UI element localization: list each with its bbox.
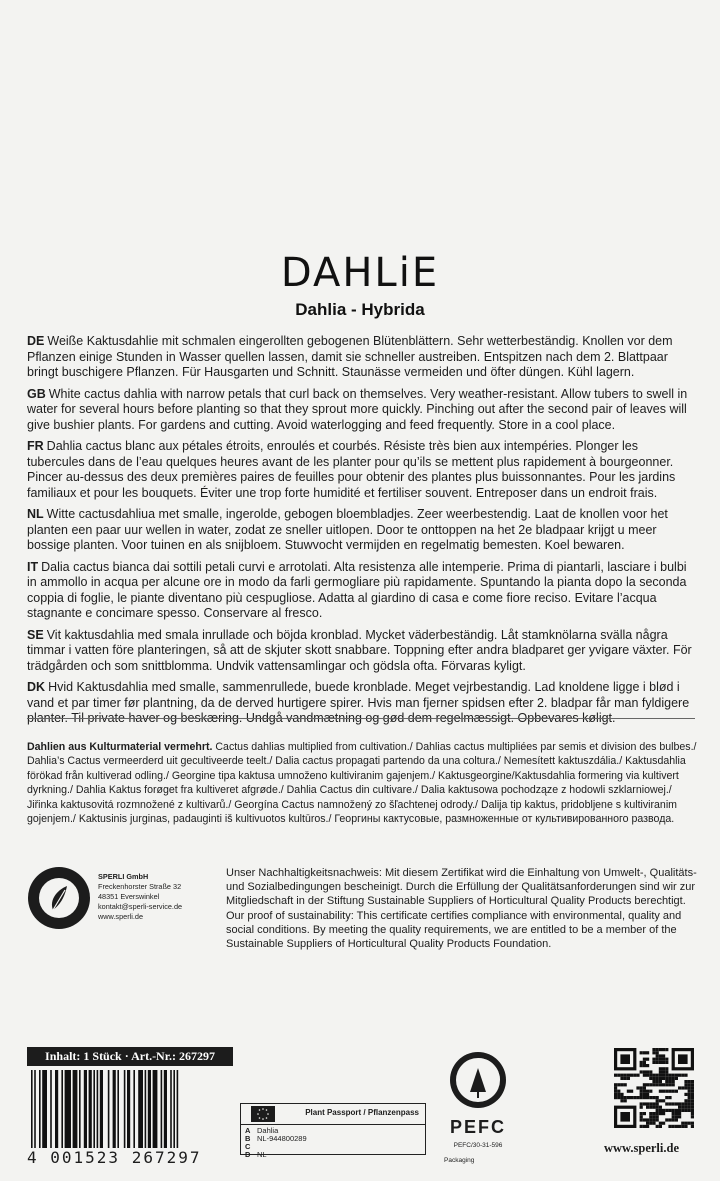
barcode-number: 4 001523 267297 [27,1148,202,1167]
passport-row [245,1143,307,1151]
passport-header [241,1104,425,1125]
company-name: SPERLI GmbH [98,872,149,881]
passport-rows [245,1127,307,1159]
description-de [27,334,699,381]
lang-code: DE [27,334,45,348]
company-email: kontakt@sperli-service.de [98,902,183,911]
description-dk [27,680,699,727]
pefc-code: PEFC/30-31-596 [453,1142,503,1149]
description-nl [27,507,699,554]
website-url: www.sperli.de [604,1141,679,1155]
content-label: Inhalt: 1 Stück · Art.-Nr.: 267297 [27,1047,233,1066]
pefc-word: PEFC [449,1117,506,1137]
description-text: Weiße Kaktusdahlie mit schmalen eingerollten gebogenen Blütenblättern. Sehr wetterbeständig. Knollen vor dem Pflanzen einige Stunden in Wasser quellen lassen, damit sie schneller austreiben. Entspitzen nach dem 2. Blattpaar bringt buschigere Pflanzen. Für Hausgarten und Schnitt. Staunässe vermeiden und öfter düngen. Kühl lagern. [27,334,673,379]
plant-passport [240,1103,426,1159]
barcode-block [27,1047,233,1167]
passport-title: Plant Passport / Pflanzenpass [305,1108,419,1117]
origin-note [27,740,699,826]
section-divider [27,718,695,719]
description-list [27,334,699,733]
description-text: Dalia cactus bianca dai sottili petali curvi e arrotolati. Alta resistenza alle intemperie. Prima di piantarli, lasciare i bulbi in ammollo in acqua per alcune ore in modo da farli germogliare più rapidamente. Spuntando la pianta dopo la seconda coppia di foglie, le piante diventano più cespugliose. Adatta al giardino di casa e come fiore reciso. Evitare l’acqua stagnante e concimare spesso. Conservare al fresco. [27,559,687,620]
lang-code: IT [27,559,39,574]
company-street: Freckenhorster Straße 32 [98,882,182,891]
description-fr [27,439,699,501]
description-text: Hvid Kaktusdahlia med smalle, sammenrullede, buede kronblade. Meget vejrbestandig. Lad knoldene ligge i blød i vand et par timer før plantning, da de derved hurtigere spirer. Hvis man fjerner spidsen efter 2. bladpar får man fyldigere planter. Til private haver og beskæring. Undgå vandmætning og gød dem regelmæssigt. Opbevares køligt. [27,680,690,725]
lang-code: FR [27,439,44,453]
passport-key: C [245,1142,251,1151]
description-se [27,628,699,675]
qr-code-icon [614,1048,694,1128]
product-title: DAHLiE [280,250,440,296]
description-gb [27,387,699,434]
sustainability-text [226,866,704,951]
product-subtitle: Dahlia - Hybrida [295,300,425,319]
origin-text: Cactus dahlias multiplied from cultivation./ Dahlias cactus multipliées par semis et division des bulbes./ Dahlia’s Cactus vermeerderd uit gecultiveerde teelt./ Dalia cactus propagati partendo da una coltura./ Nemesített kaktuszdália./ Kaktusdahlia förökad från kultiverad odling./ Georgine tipa kaktusa umnoženo kultiviranim gajenjem./ Kaktusgeorgine/Kaktusdahlia formering via kultivert dyrkning./ Dahlia Kaktus forøget fra kultiveret afgrøde./ Dahlia Cactus din cultivare./ Dalia kaktusowa pochodząze z hodowli szklarniowej./ Jiřinka kaktusovitá rozmnožené z kultivarů./ Georgína Cactus namnožený zo šľachtenej odrody./ Dalija tip kaktus, pridobljene s kultiviranim gojenjem./ Kaktusinis jurginas, padauginti iš kultivuotos kultūros./ Георгины кактусовые, размноженные от культивированного развода. [27,741,697,826]
passport-key: B [245,1134,251,1143]
passport-row [245,1135,307,1143]
lang-code: DK [27,680,46,694]
passport-key: D [245,1150,251,1159]
description-text: White cactus dahlia with narrow petals that curl back on themselves. Very weather-resistant. Allow tubers to swell in water for several hours before planting so that they sprout more quickly. Pinching out after the second pair of leaves will give bushier plants. For gardens and cutting. Avoid waterlogging and feed frequently. Store in a cool place. [27,386,688,432]
sustainable-suppliers-seal-icon [27,866,91,930]
passport-value: NL-944800289 [257,1134,307,1143]
company-address [98,872,182,922]
description-text: Vit kaktusdahlia med smala inrullade och böjda kronblad. Mycket väderbeständig. Låt stamknölarna svälla några timmar i vatten före planteringen, så att de skjuter skott snabbare. Toppning efter andra bladparet ger yvigare växter. För trädgården och som snittblomma. Undvik vattensamlingar och gödsla ofta. Förvaras kyligt. [27,627,692,673]
sustainability-en: Our proof of sustainability: This certificate certifies compliance with environmental, quality and social conditions. By meeting the quality requirements, we are entitled to be a member of the Sustainable Suppliers of Horticultural Quality Products Foundation. [226,909,682,951]
passport-value: NL [257,1150,267,1159]
pefc-logo-icon [448,1050,508,1110]
lang-code: NL [27,507,44,521]
sustainability-de: Unser Nachhaltigkeitsnachweis: Mit diesem Zertifikat wird die Einhaltung von Umwelt-, Qualitäts- und Sozialbedingungen bescheinigt. Durch die Erfüllung der Qualitätsanforderungen sind wir zur Mitgliedschaft in der Stiftung Sustainable Suppliers of Horticultural Quality Products berechtigt. [226,867,697,908]
description-it [27,560,699,622]
company-city: 48351 Everswinkel [98,892,160,901]
origin-bold: Dahlien aus Kulturmaterial vermehrt. [27,741,213,753]
lang-code: SE [27,627,44,642]
barcode-icon [27,1070,233,1150]
passport-key: A [245,1126,251,1135]
passport-value: Dahlia [257,1126,279,1135]
passport-row [245,1151,307,1159]
pefc-block [440,1050,516,1164]
pefc-packaging: Packaging [444,1157,475,1164]
description-text: Dahlia cactus blanc aux pétales étroits, enroulés et courbés. Résiste très bien aux intempéries. Plonger les tubercules dans de l’eau quelques heures avant de les planter pour qu’ils se mettent plus rapidement à bourgeonner. Pincer au-dessus des deux premières paires de feuilles pour obtenir des plantes plus buissonnantes. Pour les jardins familiaux et pour les bouquets. Éviter une trop forte humidité et fertiliser souvent. Entreposer dans un endroit frais. [27,439,676,500]
eu-flag-icon [251,1106,275,1122]
company-web: www.sperli.de [98,912,144,921]
lang-code: GB [27,386,46,401]
description-text: Witte cactusdahliua met smalle, ingerolde, gebogen bloembladjes. Zeer weerbestendig. Laat de knollen voor het planten een paar uur wellen in water, zodat ze sneller uitlopen. Door te onttoppen na het 2e bladpaar krijgt u meer bossige planten. Voor tuinen en als snijbloem. Stuwvocht vermijden en regelmatig bemesten. Koel bewaren. [27,507,668,552]
